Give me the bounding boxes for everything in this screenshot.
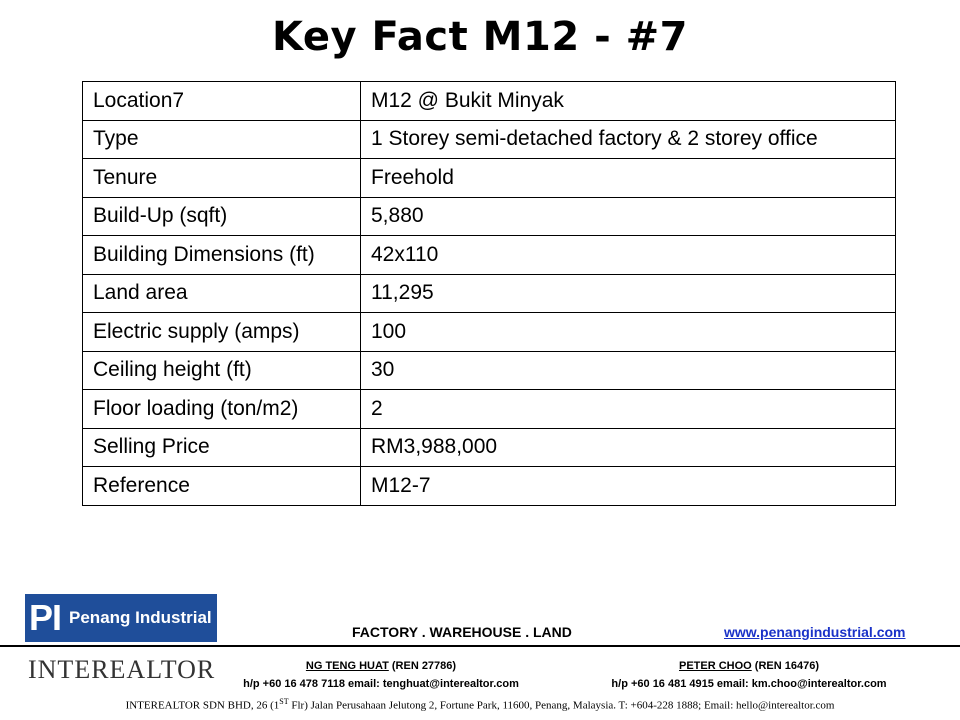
table-row <box>83 467 896 506</box>
fact-value: Freehold <box>361 159 896 198</box>
page-title: Key Fact M12 - #7 <box>272 14 688 60</box>
fact-value: 2 <box>361 390 896 429</box>
contact-peter-choo <box>594 657 904 693</box>
fact-label: Tenure <box>83 159 361 198</box>
contact-ren: (REN 27786) <box>388 660 457 672</box>
fact-label: Location7 <box>83 82 361 121</box>
fact-label: Build-Up (sqft) <box>83 197 361 236</box>
table-row <box>83 428 896 467</box>
fact-value: M12-7 <box>361 467 896 506</box>
table-row <box>83 197 896 236</box>
fact-value: 42x110 <box>361 236 896 275</box>
footer-divider <box>0 645 960 647</box>
fact-label: Type <box>83 120 361 159</box>
contact-ren: (REN 16476) <box>751 660 819 672</box>
contact-details: h/p +60 16 478 7118 email: tenghuat@interealtor.com <box>243 678 519 690</box>
fact-label: Reference <box>83 467 361 506</box>
table-row <box>83 82 896 121</box>
website-link[interactable]: www.penangindustrial.com <box>724 624 906 640</box>
contact-ng-teng-huat <box>228 657 534 693</box>
contact-name: NG TENG HUAT <box>305 660 389 672</box>
fact-value: M12 @ Bukit Minyak <box>361 82 896 121</box>
fact-label: Land area <box>83 274 361 313</box>
table-row <box>83 159 896 198</box>
company-address: INTEREALTOR SDN BHD, 26 (1ST Flr) Jalan Perusahaan Jelutong 2, Fortune Park, 11600, Penang, Malaysia. T: +604-228 1888; Email: hello@interealtor.com <box>125 697 835 712</box>
logo-pi-mark: PI <box>29 597 62 638</box>
interealtor-logo: INTEREALTOR <box>28 655 216 684</box>
penang-industrial-logo <box>25 594 217 642</box>
fact-label: Selling Price <box>83 428 361 467</box>
fact-label: Electric supply (amps) <box>83 313 361 352</box>
fact-value: 30 <box>361 351 896 390</box>
contact-details: h/p +60 16 481 4915 email: km.choo@interealtor.com <box>611 678 887 690</box>
fact-value: 100 <box>361 313 896 352</box>
fact-label: Building Dimensions (ft) <box>83 236 361 275</box>
table-row <box>83 274 896 313</box>
tagline: FACTORY . WAREHOUSE . LAND <box>352 624 572 640</box>
table-row <box>83 120 896 159</box>
key-facts-table <box>82 81 896 506</box>
contact-name: PETER CHOO <box>679 660 752 672</box>
fact-value: RM3,988,000 <box>361 428 896 467</box>
logo-name: Penang Industrial <box>69 608 212 627</box>
table-row <box>83 390 896 429</box>
fact-value: 1 Storey semi-detached factory & 2 storey office <box>361 120 896 159</box>
table-row <box>83 236 896 275</box>
table-row <box>83 313 896 352</box>
fact-label: Ceiling height (ft) <box>83 351 361 390</box>
table-row <box>83 351 896 390</box>
fact-value: 5,880 <box>361 197 896 236</box>
fact-label: Floor loading (ton/m2) <box>83 390 361 429</box>
fact-value: 11,295 <box>361 274 896 313</box>
